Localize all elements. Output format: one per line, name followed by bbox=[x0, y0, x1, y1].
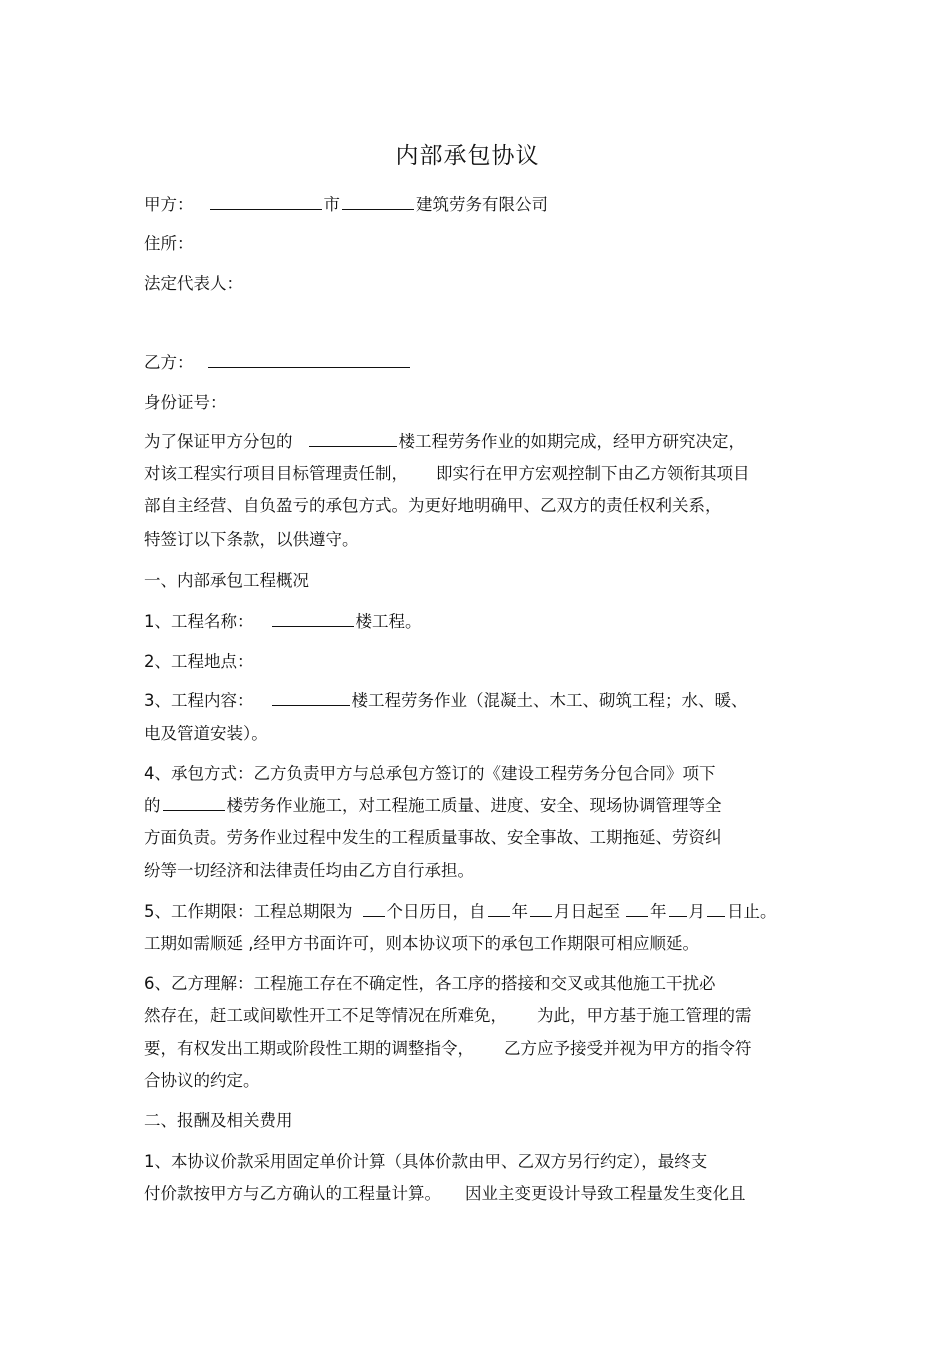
party-b-label: 乙方： bbox=[144, 353, 194, 372]
intro-line-1 bbox=[144, 430, 745, 454]
clause-1-5-cont: 工期如需顺延 ,经甲方书面许可，则本协议项下的承包工作期限可相应顺延。 bbox=[144, 934, 699, 953]
project-blank bbox=[309, 430, 397, 447]
clause-text: 楼工程。 bbox=[355, 612, 422, 631]
party-b-blank bbox=[208, 351, 410, 368]
company-suffix: 建筑劳务有限公司 bbox=[416, 195, 548, 214]
clause-text: 然存在，赶工或间歇性开工不足等情况在所难免， bbox=[144, 1006, 507, 1025]
project-name-blank bbox=[272, 610, 354, 627]
intro-line-4: 特签订以下条款，以供遵守。 bbox=[144, 530, 359, 549]
clause-text: 为此，甲方基于施工管理的需 bbox=[537, 1006, 752, 1025]
days-blank bbox=[363, 900, 385, 917]
intro-text: 楼工程劳务作业的如期完成，经甲方研究决定， bbox=[398, 432, 745, 451]
party-b-line bbox=[144, 351, 412, 375]
clause-text: 5、工作期限：工程总期限为 bbox=[144, 902, 353, 921]
clause-text: 年 bbox=[511, 902, 528, 921]
clause-1-4: 4、承包方式：乙方负责甲方与总承包方签订的《建设工程劳务分包合同》项下 bbox=[144, 764, 716, 783]
clause-1-4-cont: 纷等一切经济和法律责任均由乙方自行承担。 bbox=[144, 861, 474, 880]
clause-text: 3、工程内容： bbox=[144, 691, 254, 710]
clause-1-3 bbox=[144, 689, 748, 713]
intro-line-2 bbox=[144, 462, 750, 486]
clause-text: 要，有权发出工期或阶段性工期的调整指令， bbox=[144, 1039, 474, 1058]
start-month-blank bbox=[530, 900, 552, 917]
clause-text: 的 bbox=[144, 796, 161, 815]
building-blank bbox=[163, 794, 225, 811]
clause-1-2: 2、工程地点： bbox=[144, 652, 254, 671]
clause-text: 日止。 bbox=[727, 902, 777, 921]
section-1-heading: 一、内部承包工程概况 bbox=[144, 571, 309, 590]
intro-text: 即实行在甲方宏观控制下由乙方领衔其项目 bbox=[436, 464, 750, 483]
id-label: 身份证号： bbox=[144, 393, 227, 412]
content-blank bbox=[272, 689, 350, 706]
address-label: 住所： bbox=[144, 234, 194, 253]
party-a-line bbox=[144, 193, 548, 217]
clause-text: 楼工程劳务作业（混凝土、木工、砌筑工程；水、暖、 bbox=[351, 691, 748, 710]
intro-line-3: 部自主经营、自负盈亏的承包方式。为更好地明确甲、乙双方的责任权利关系， bbox=[144, 496, 722, 515]
clause-2-1: 1、本协议价款采用固定单价计算（具体价款由甲、乙双方另行约定），最终支 bbox=[144, 1152, 708, 1171]
end-month-blank bbox=[669, 900, 687, 917]
clause-text: 个日历日，自 bbox=[386, 902, 486, 921]
clause-1-4-cont: 方面负责。劳务作业过程中发生的工程质量事故、安全事故、工期拖延、劳资纠 bbox=[144, 828, 722, 847]
end-year-blank bbox=[626, 900, 648, 917]
clause-2-1-cont bbox=[144, 1182, 746, 1206]
clause-1-1 bbox=[144, 610, 422, 634]
document-title: 内部承包协议 bbox=[395, 143, 540, 169]
clause-1-3-cont: 电及管道安装）。 bbox=[144, 724, 268, 743]
start-year-blank bbox=[488, 900, 510, 917]
section-2-heading: 二、报酬及相关费用 bbox=[144, 1111, 293, 1130]
party-a-label: 甲方： bbox=[144, 195, 194, 214]
city-blank bbox=[210, 193, 322, 210]
city-suffix: 市 bbox=[323, 195, 340, 214]
clause-text: 乙方应予接受并视为甲方的指令符 bbox=[504, 1039, 752, 1058]
clause-1-5 bbox=[144, 900, 777, 924]
clause-text: 楼劳务作业施工，对工程施工质量、进度、安全、现场协调管理等全 bbox=[226, 796, 722, 815]
end-day-blank bbox=[707, 900, 725, 917]
company-name-blank bbox=[342, 193, 414, 210]
clause-text: 月日起至 bbox=[554, 902, 620, 921]
clause-1-6-cont bbox=[144, 1037, 752, 1061]
clause-1-6-cont: 合协议的约定。 bbox=[144, 1071, 260, 1090]
clause-1-6-cont bbox=[144, 1004, 752, 1028]
legal-rep-label: 法定代表人： bbox=[144, 274, 243, 293]
clause-text: 付价款按甲方与乙方确认的工程量计算。 bbox=[144, 1184, 441, 1203]
intro-text: 对该工程实行项目目标管理责任制， bbox=[144, 464, 408, 483]
clause-text: 1、工程名称： bbox=[144, 612, 254, 631]
clause-1-6: 6、乙方理解：工程施工存在不确定性，各工序的搭接和交叉或其他施工干扰必 bbox=[144, 974, 716, 993]
clause-text: 年 bbox=[650, 902, 667, 921]
intro-text: 为了保证甲方分包的 bbox=[144, 432, 293, 451]
clause-text: 月 bbox=[688, 902, 705, 921]
clause-text: 因业主变更设计导致工程量发生变化且 bbox=[465, 1184, 746, 1203]
clause-1-4-cont bbox=[144, 794, 722, 818]
